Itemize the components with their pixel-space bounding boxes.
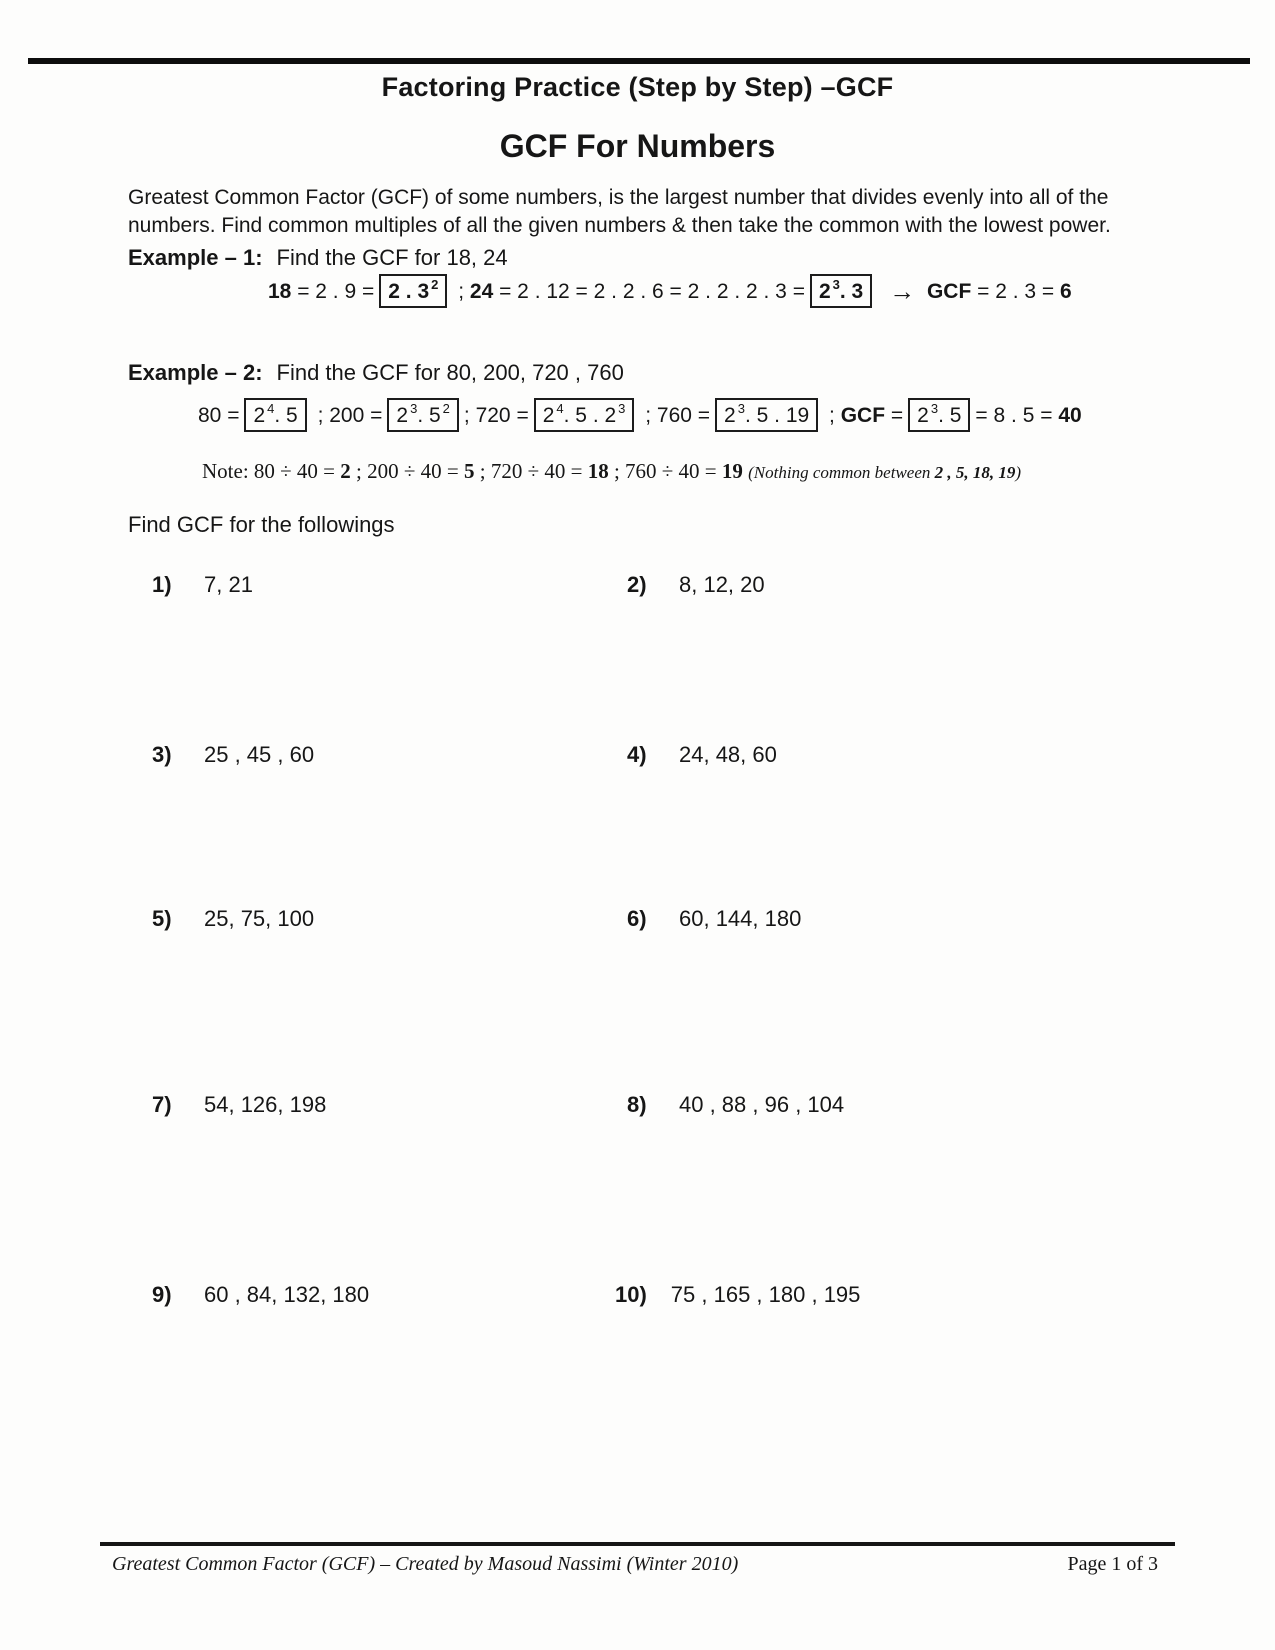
math-token: 3 <box>737 401 745 416</box>
math-token: 3 <box>832 277 840 292</box>
math-token: GCF <box>926 280 972 303</box>
math-token: 18 <box>268 280 292 303</box>
math-token: → <box>889 276 916 306</box>
problem-7 <box>152 1092 326 1118</box>
math-token: ; 720 ÷ 40 = <box>474 459 588 483</box>
math-token: ; <box>452 280 470 303</box>
math-token: 19 <box>721 459 743 483</box>
math-token: 2 <box>431 277 439 292</box>
math-token: 2 <box>396 404 409 427</box>
example-1-work <box>268 274 1072 308</box>
example-2-prompt: Find the GCF for 80, 200, 720 , 760 <box>276 360 624 385</box>
factor-box <box>715 398 818 432</box>
problem-1 <box>152 572 253 598</box>
math-token: 40 <box>1058 404 1082 427</box>
math-token: . 5 . 2 <box>563 404 617 427</box>
problem-1-number: 1) <box>152 572 172 597</box>
math-token: = 2 . 12 = 2 . 2 . 6 = 2 . 2 . 2 . 3 = <box>493 280 805 303</box>
page-subtitle: GCF For Numbers <box>499 128 776 164</box>
problem-9-values: 60 , 84, 132, 180 <box>204 1282 370 1307</box>
math-token: ; 200 = <box>311 404 383 427</box>
math-token: 3 <box>930 401 939 416</box>
problem-2-values: 8, 12, 20 <box>679 572 765 597</box>
math-token: 2 <box>253 404 266 427</box>
math-token: 2 <box>442 401 450 416</box>
intro-line-2: numbers. Find common multiples of all the given numbers & then take the common with the lowest power. <box>128 213 1111 237</box>
math-token: Note: 80 ÷ 40 = <box>202 459 341 483</box>
problem-7-number: 7) <box>152 1092 172 1117</box>
scan-artifact-line <box>28 58 1250 64</box>
factor-box <box>810 274 872 308</box>
math-token: = <box>885 404 904 427</box>
math-token: 3 <box>618 401 626 416</box>
problem-8-values: 40 , 88 , 96 , 104 <box>679 1092 845 1117</box>
problem-6-values: 60, 144, 180 <box>679 906 802 931</box>
problem-8-number: 8) <box>627 1092 647 1117</box>
math-token: . 5 <box>274 404 298 427</box>
math-token: 5 <box>463 459 475 483</box>
problem-8 <box>627 1092 844 1118</box>
problem-9-number: 9) <box>152 1282 172 1307</box>
example-2-note <box>202 459 1021 484</box>
problem-6 <box>627 906 801 932</box>
math-token: (Nothing common between <box>748 463 935 482</box>
math-token: 6 <box>1060 280 1072 303</box>
problem-10-number: 10) <box>615 1282 647 1307</box>
math-token: ; 200 ÷ 40 = <box>350 459 464 483</box>
footer-rule <box>100 1542 1175 1546</box>
math-token: 2 <box>917 404 929 427</box>
problem-4 <box>627 742 777 768</box>
problem-5-number: 5) <box>152 906 172 931</box>
example-1-heading <box>128 245 508 271</box>
math-token: 18 <box>587 459 609 483</box>
math-token: . 5 . 19 <box>744 404 810 427</box>
factor-box <box>534 398 635 432</box>
math-token: 4 <box>267 401 275 416</box>
factor-box <box>387 398 459 432</box>
math-token: 4 <box>556 401 564 416</box>
problem-5-values: 25, 75, 100 <box>204 906 315 931</box>
intro-paragraph <box>128 184 1168 239</box>
math-token: = 8 . 5 = <box>975 404 1059 427</box>
problem-10 <box>615 1282 860 1308</box>
problem-3 <box>152 742 314 768</box>
math-token: ; 760 ÷ 40 = <box>608 459 722 483</box>
math-token: ) <box>1015 463 1022 482</box>
footer-page-number: Page 1 of 3 <box>1067 1553 1158 1575</box>
problem-10-values: 75 , 165 , 180 , 195 <box>670 1282 861 1307</box>
math-token: = 2 . 9 = <box>291 280 375 303</box>
problem-9 <box>152 1282 369 1308</box>
intro-line-1: Greatest Common Factor (GCF) of some numbers, is the largest number that divides evenly into all of the <box>128 186 1109 209</box>
math-token: 24 <box>469 280 494 303</box>
math-token: 2 , 5, 18, 19 <box>934 463 1016 482</box>
problem-4-values: 24, 48, 60 <box>679 742 777 767</box>
math-token: 3 <box>410 401 418 416</box>
page-title: Factoring Practice (Step by Step) –GCF <box>381 72 894 102</box>
math-token: ; 720 = <box>463 404 529 427</box>
example-1-label: Example – 1: <box>128 245 263 270</box>
math-token: . 5 <box>417 404 441 427</box>
problem-6-number: 6) <box>627 906 647 931</box>
problem-5 <box>152 906 314 932</box>
problem-4-number: 4) <box>627 742 647 767</box>
math-token: ; 760 = <box>639 404 711 427</box>
footer <box>112 1553 1158 1576</box>
math-token: . 5 <box>938 404 962 427</box>
math-token: 2 <box>818 280 831 303</box>
math-token: 2 <box>542 404 555 427</box>
problems-heading: Find GCF for the followings <box>128 512 395 537</box>
factor-box <box>244 398 306 432</box>
math-token: 2 . 3 <box>388 280 430 303</box>
example-1-prompt: Find the GCF for 18, 24 <box>276 245 508 270</box>
math-token: ; <box>823 404 841 427</box>
factor-box <box>379 274 447 308</box>
math-token: GCF <box>840 404 886 427</box>
problem-1-values: 7, 21 <box>204 572 253 597</box>
example-2-work <box>198 398 1082 432</box>
footer-credit: Greatest Common Factor (GCF) – Created by Masoud Nassimi (Winter 2010) <box>112 1553 739 1575</box>
example-2-label: Example – 2: <box>128 360 263 385</box>
problem-2-number: 2) <box>627 572 647 597</box>
example-2-heading <box>128 360 624 386</box>
problem-3-number: 3) <box>152 742 172 767</box>
math-token: 2 <box>724 404 736 427</box>
problem-3-values: 25 , 45 , 60 <box>204 742 315 767</box>
problem-2 <box>627 572 765 598</box>
math-token: 2 <box>340 459 351 483</box>
problem-7-values: 54, 126, 198 <box>204 1092 327 1117</box>
factor-box <box>908 398 970 432</box>
math-token: 80 = <box>198 404 240 427</box>
math-token: = 2 . 3 = <box>971 280 1060 303</box>
math-token: . 3 <box>839 280 864 303</box>
